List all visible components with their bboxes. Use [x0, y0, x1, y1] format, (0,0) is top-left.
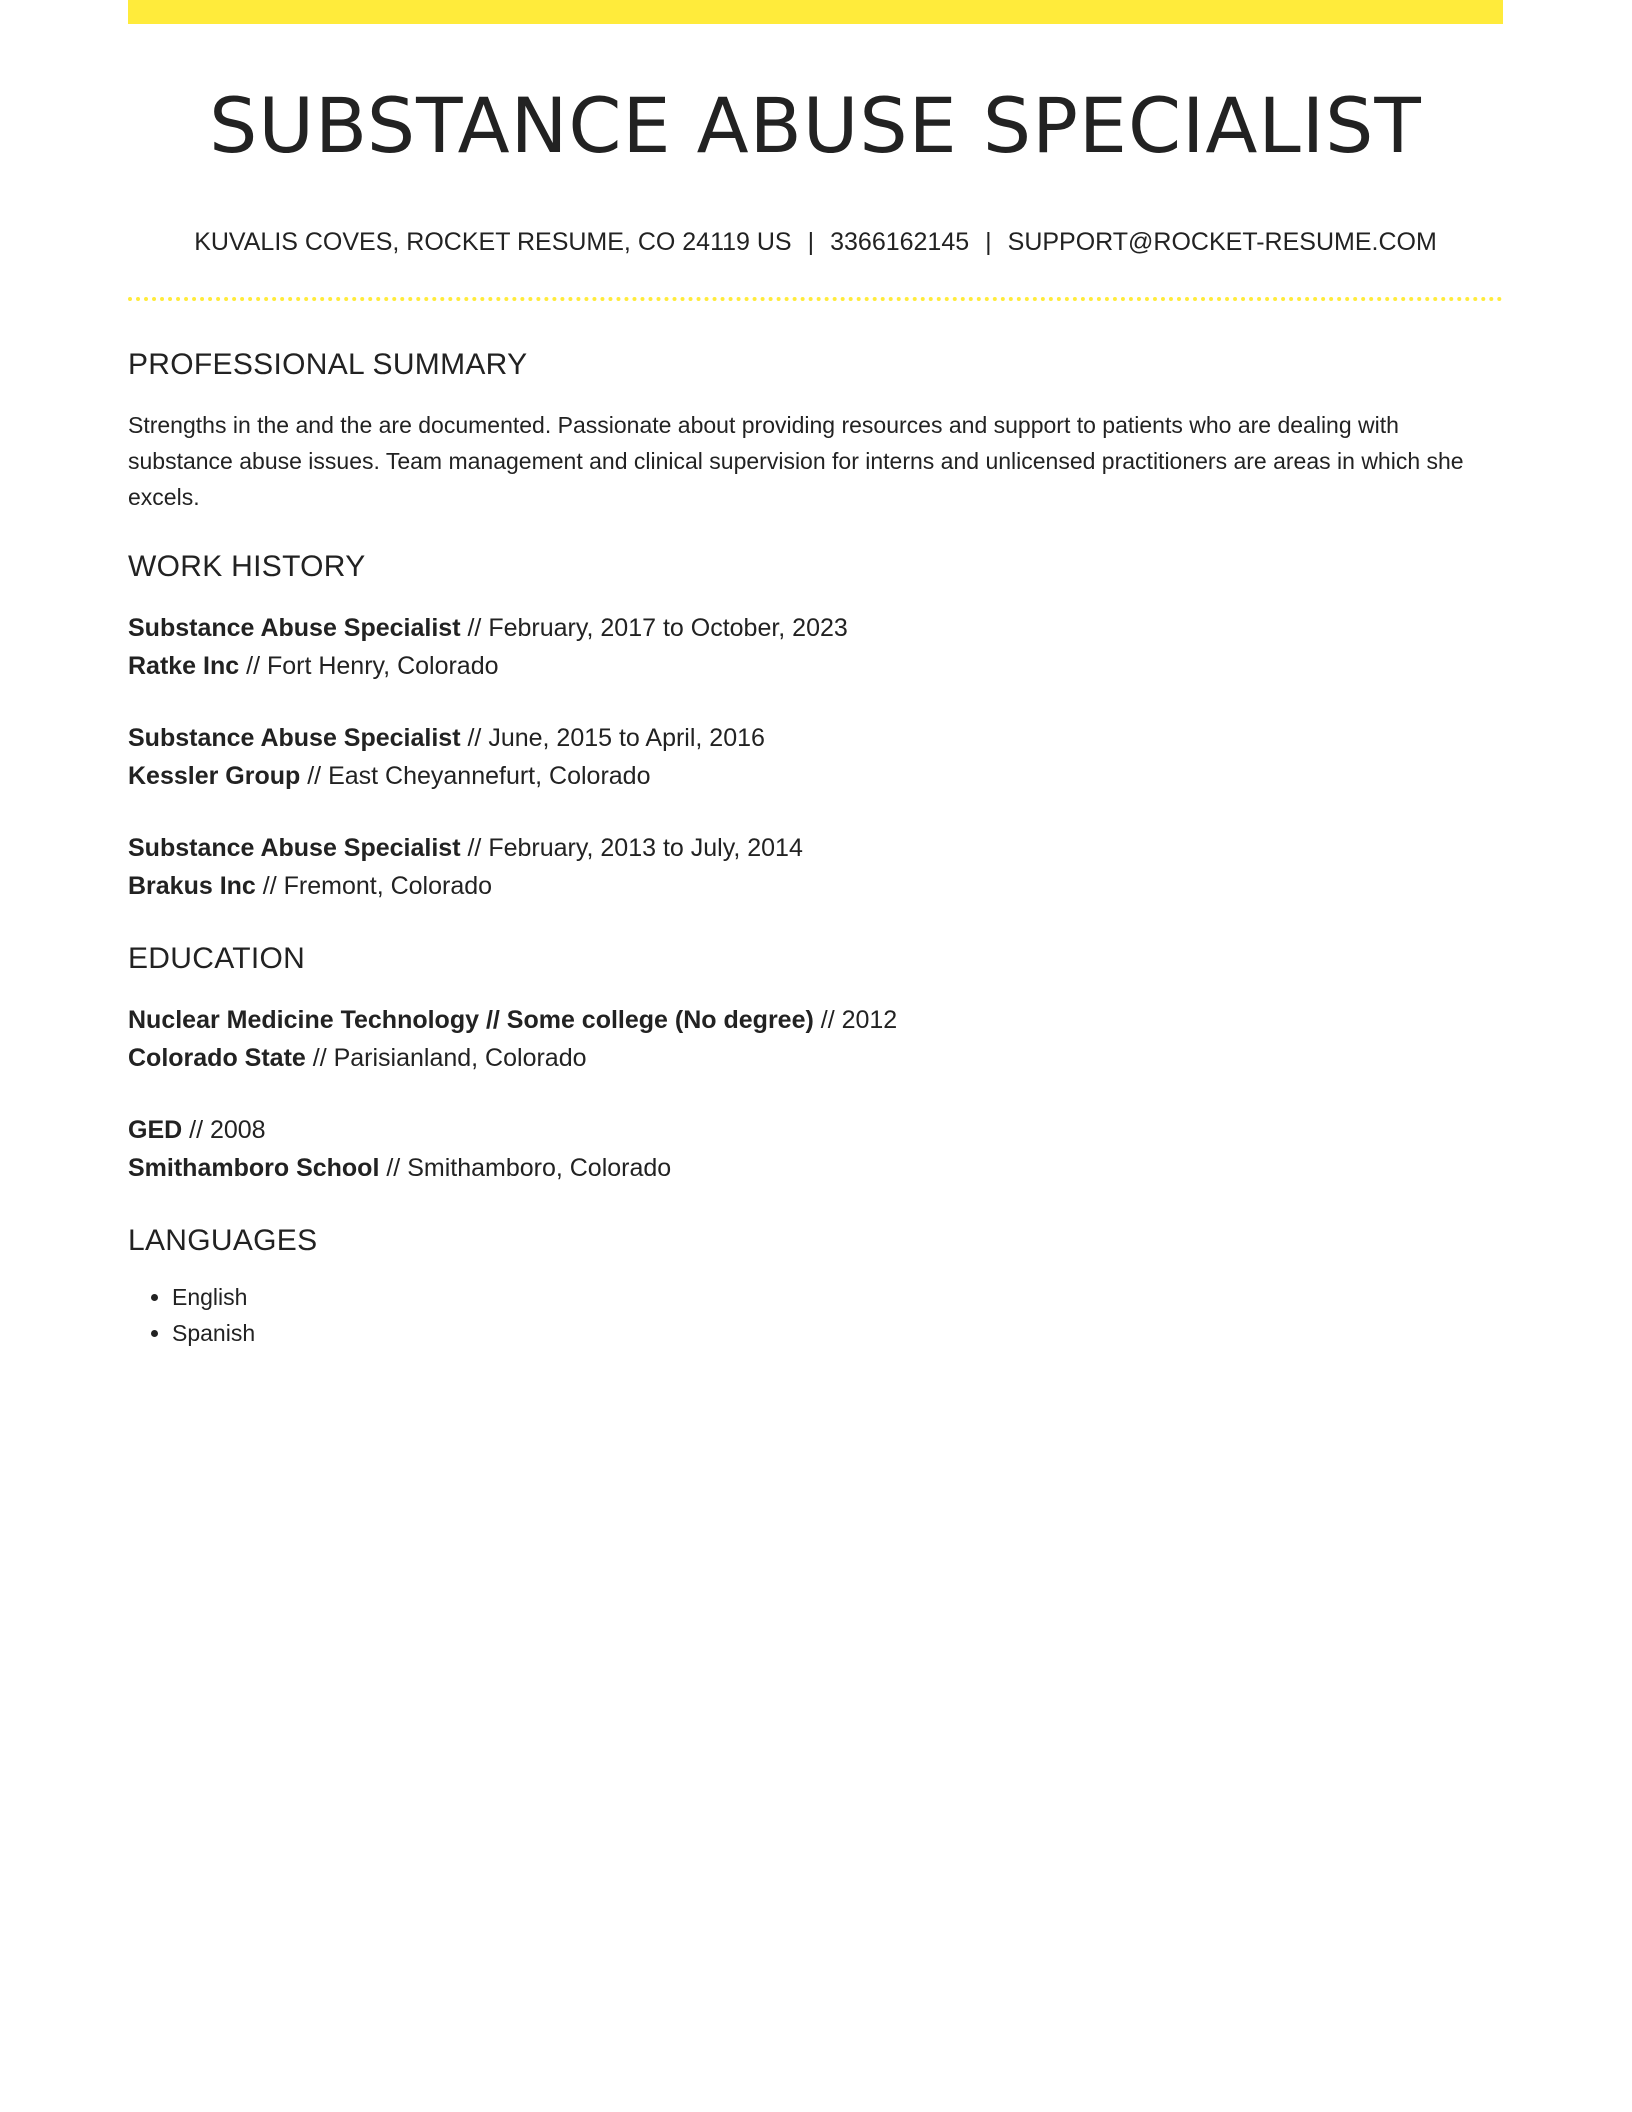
degree-name: GED: [128, 1116, 183, 1145]
degree-year: // 2012: [813, 1006, 898, 1035]
dotted-divider: [128, 297, 1503, 301]
job-company: Brakus Inc: [128, 872, 256, 901]
job-title-line: [128, 719, 1503, 757]
language-item: • English: [172, 1279, 1503, 1315]
work-history-heading: WORK HISTORY: [128, 550, 366, 584]
contact-email[interactable]: SUPPORT@ROCKET-RESUME.COM: [1007, 228, 1437, 257]
job-dates: // June, 2015 to April, 2016: [460, 724, 765, 753]
education-entry: [128, 1111, 1503, 1187]
contact-separator: |: [985, 228, 992, 257]
school-line: [128, 1149, 1503, 1187]
languages-list: [128, 1279, 1503, 1351]
job-company-line: [128, 647, 1503, 685]
languages-heading: LANGUAGES: [128, 1224, 318, 1258]
school-name: Colorado State: [128, 1044, 306, 1073]
job-location: // Fremont, Colorado: [255, 872, 493, 901]
resume-title: SUBSTANCE ABUSE SPECIALIST: [209, 81, 1422, 170]
summary-heading: PROFESSIONAL SUMMARY: [128, 348, 528, 382]
job-company: Kessler Group: [128, 762, 301, 791]
education-entry: [128, 1001, 1503, 1077]
top-accent-bar: [128, 0, 1503, 24]
degree-line: [128, 1111, 1503, 1149]
degree-year: // 2008: [182, 1116, 266, 1145]
resume-page: [128, 0, 1503, 1351]
job-company-line: [128, 867, 1503, 905]
job-title-line: [128, 609, 1503, 647]
job-dates: // February, 2017 to October, 2023: [460, 614, 848, 643]
summary-text: Strengths in the and the are documented. Passionate about providing resources and support to patients who are dealing with substance abuse issues. Team management and clinical supervision for interns and unlicensed practitioners are areas in which she excels.: [128, 412, 1464, 511]
job-location: // Fort Henry, Colorado: [239, 652, 499, 681]
school-line: [128, 1039, 1503, 1077]
degree-line: [128, 1001, 1503, 1039]
contact-phone: 3366162145: [830, 228, 970, 257]
language-item: • Spanish: [172, 1315, 1503, 1351]
school-name: Smithamboro School: [128, 1154, 380, 1183]
contact-line: [128, 227, 1503, 257]
job-title: Substance Abuse Specialist: [128, 834, 461, 863]
work-entry: [128, 829, 1503, 905]
job-title: Substance Abuse Specialist: [128, 614, 461, 643]
school-location: // Parisianland, Colorado: [305, 1044, 587, 1073]
job-title: Substance Abuse Specialist: [128, 724, 461, 753]
degree-name: Nuclear Medicine Technology // Some college (No degree): [128, 1006, 814, 1035]
education-heading: EDUCATION: [128, 942, 306, 976]
job-company: Ratke Inc: [128, 652, 240, 681]
job-company-line: [128, 757, 1503, 795]
school-location: // Smithamboro, Colorado: [379, 1154, 672, 1183]
work-entry: [128, 719, 1503, 795]
job-title-line: [128, 829, 1503, 867]
job-dates: // February, 2013 to July, 2014: [460, 834, 803, 863]
contact-address: KUVALIS COVES, ROCKET RESUME, CO 24119 US: [194, 228, 792, 257]
job-location: // East Cheyannefurt, Colorado: [300, 762, 651, 791]
work-entry: [128, 609, 1503, 685]
contact-separator: |: [807, 228, 815, 257]
